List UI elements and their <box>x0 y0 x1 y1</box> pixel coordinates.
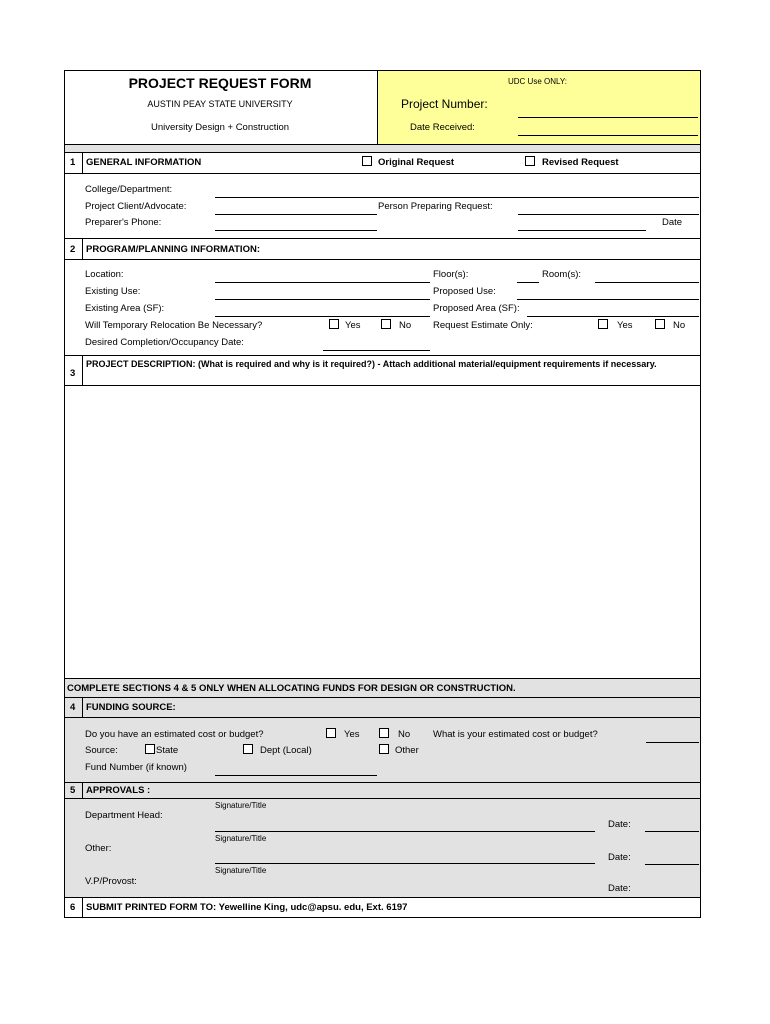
section1-top-line <box>65 152 700 153</box>
vp-provost-label: V.P/Provost: <box>85 876 137 887</box>
state-label: State <box>156 745 179 756</box>
request-estimate-label: Request Estimate Only: <box>433 320 533 331</box>
section1-title: GENERAL INFORMATION <box>86 157 202 168</box>
date-label-2: Date: <box>608 852 631 863</box>
date-received-field[interactable] <box>518 135 698 136</box>
completion-date-label: Desired Completion/Occupancy Date: <box>85 337 244 348</box>
budget-no-checkbox[interactable] <box>379 728 389 738</box>
other-approver-label: Other: <box>85 843 112 854</box>
existing-area-field[interactable] <box>215 316 430 317</box>
existing-use-label: Existing Use: <box>85 286 141 297</box>
preparers-phone-field[interactable] <box>215 230 377 231</box>
proposed-area-field[interactable] <box>527 316 699 317</box>
signature-title-3: Signature/Title <box>215 866 267 875</box>
college-department-label: College/Department: <box>85 184 173 195</box>
project-client-field[interactable] <box>215 214 377 215</box>
proposed-use-label: Proposed Use: <box>433 286 496 297</box>
project-client-label: Project Client/Advocate: <box>85 201 187 212</box>
department-head-label: Department Head: <box>85 810 163 821</box>
date-label-3: Date: <box>608 883 631 894</box>
estimate-no-label: No <box>673 320 686 331</box>
estimated-cost-field[interactable] <box>646 742 699 743</box>
estimate-no-checkbox[interactable] <box>655 319 665 329</box>
budget-question: Do you have an estimated cost or budget? <box>85 729 264 740</box>
signature-title-2: Signature/Title <box>215 834 267 843</box>
floors-label: Floor(s): <box>433 269 469 280</box>
section3-num-divider <box>82 355 83 385</box>
state-checkbox[interactable] <box>145 744 155 754</box>
fund-number-label: Fund Number (if known) <box>85 762 187 773</box>
project-number-field[interactable] <box>518 117 698 118</box>
relocation-no-checkbox[interactable] <box>381 319 391 329</box>
person-preparing-field[interactable] <box>518 214 699 215</box>
temp-relocation-label: Will Temporary Relocation Be Necessary? <box>85 320 263 331</box>
revised-request-label: Revised Request <box>542 157 619 168</box>
budget-yes-label: Yes <box>344 729 360 740</box>
section4-bottom-line <box>65 782 700 783</box>
date-label: Date <box>662 217 683 228</box>
department-name: University Design + Construction <box>150 122 290 133</box>
estimate-yes-label: Yes <box>617 320 633 331</box>
rooms-label: Room(s): <box>542 269 582 280</box>
section2-header-line <box>65 259 700 260</box>
section5-title: APPROVALS : <box>86 785 151 796</box>
preparers-phone-label: Preparer's Phone: <box>85 217 162 228</box>
relocation-yes-label: Yes <box>345 320 361 331</box>
rooms-field[interactable] <box>595 282 699 283</box>
estimated-cost-label: What is your estimated cost or budget? <box>433 729 598 740</box>
section3-number: 3 <box>70 368 76 379</box>
section4-num-divider <box>82 697 83 717</box>
original-request-checkbox[interactable] <box>362 156 372 166</box>
section5-number: 5 <box>70 785 76 796</box>
notice-bottom-line <box>65 697 700 698</box>
fund-number-field[interactable] <box>215 775 377 776</box>
header-gap-band <box>65 145 700 152</box>
revised-request-checkbox[interactable] <box>525 156 535 166</box>
date-field-2[interactable] <box>645 864 699 865</box>
section6-number: 6 <box>70 902 76 913</box>
project-description-area[interactable] <box>65 386 700 678</box>
section5-num-divider <box>82 782 83 798</box>
other-signature-field[interactable] <box>215 863 595 864</box>
date-received-label: Date Received: <box>410 122 475 133</box>
section1-num-divider <box>82 152 83 173</box>
budget-no-label: No <box>398 729 411 740</box>
college-department-field[interactable] <box>215 197 699 198</box>
section5-header-line <box>65 798 700 799</box>
section4-title: FUNDING SOURCE: <box>86 702 176 713</box>
proposed-area-label: Proposed Area (SF): <box>433 303 520 314</box>
estimate-yes-checkbox[interactable] <box>598 319 608 329</box>
proposed-use-field[interactable] <box>517 299 699 300</box>
university-name: AUSTIN PEAY STATE UNIVERSITY <box>147 99 293 109</box>
location-label: Location: <box>85 269 124 280</box>
section3-title: PROJECT DESCRIPTION: (What is required and why is it required?) - Attach additional material/equipment requirements if necessary. <box>86 359 657 369</box>
relocation-no-label: No <box>399 320 412 331</box>
budget-yes-checkbox[interactable] <box>326 728 336 738</box>
source-label: Source: <box>85 745 118 756</box>
department-head-signature-field[interactable] <box>215 831 595 832</box>
existing-use-field[interactable] <box>215 299 430 300</box>
date-label-1: Date: <box>608 819 631 830</box>
floors-field[interactable] <box>517 282 539 283</box>
udc-use-label: UDC Use ONLY: <box>508 77 567 86</box>
signature-title-1: Signature/Title <box>215 801 267 810</box>
person-preparing-label: Person Preparing Request: <box>378 201 493 212</box>
project-request-form <box>64 70 701 918</box>
section2-num-divider <box>82 238 83 259</box>
date-field-1[interactable] <box>645 831 699 832</box>
other-source-checkbox[interactable] <box>379 744 389 754</box>
completion-date-field[interactable] <box>323 350 430 351</box>
original-request-label: Original Request <box>378 157 455 168</box>
dept-local-label: Dept (Local) <box>260 745 312 756</box>
project-number-label: Project Number: <box>401 97 488 111</box>
other-source-label: Other <box>395 745 419 756</box>
section1-bottom-line <box>65 238 700 239</box>
section2-title: PROGRAM/PLANNING INFORMATION: <box>86 244 260 255</box>
section4-header-line <box>65 717 700 718</box>
section2-number: 2 <box>70 244 76 255</box>
section1-number: 1 <box>70 157 76 168</box>
dept-local-checkbox[interactable] <box>243 744 253 754</box>
section4-number: 4 <box>70 702 76 713</box>
funding-notice: COMPLETE SECTIONS 4 & 5 ONLY WHEN ALLOCATING FUNDS FOR DESIGN OR CONSTRUCTION. <box>67 683 516 694</box>
date-field[interactable] <box>518 230 646 231</box>
relocation-yes-checkbox[interactable] <box>329 319 339 329</box>
section6-num-divider <box>82 897 83 917</box>
location-field[interactable] <box>215 282 430 283</box>
existing-area-label: Existing Area (SF): <box>85 303 165 314</box>
section2-bottom-line <box>65 355 700 356</box>
submit-instructions: SUBMIT PRINTED FORM TO: Yewelline King, udc@apsu. edu, Ext. 6197 <box>86 902 408 913</box>
section1-header-line <box>65 173 700 174</box>
form-title: PROJECT REQUEST FORM <box>128 75 312 91</box>
section5-bottom-line <box>65 897 700 898</box>
